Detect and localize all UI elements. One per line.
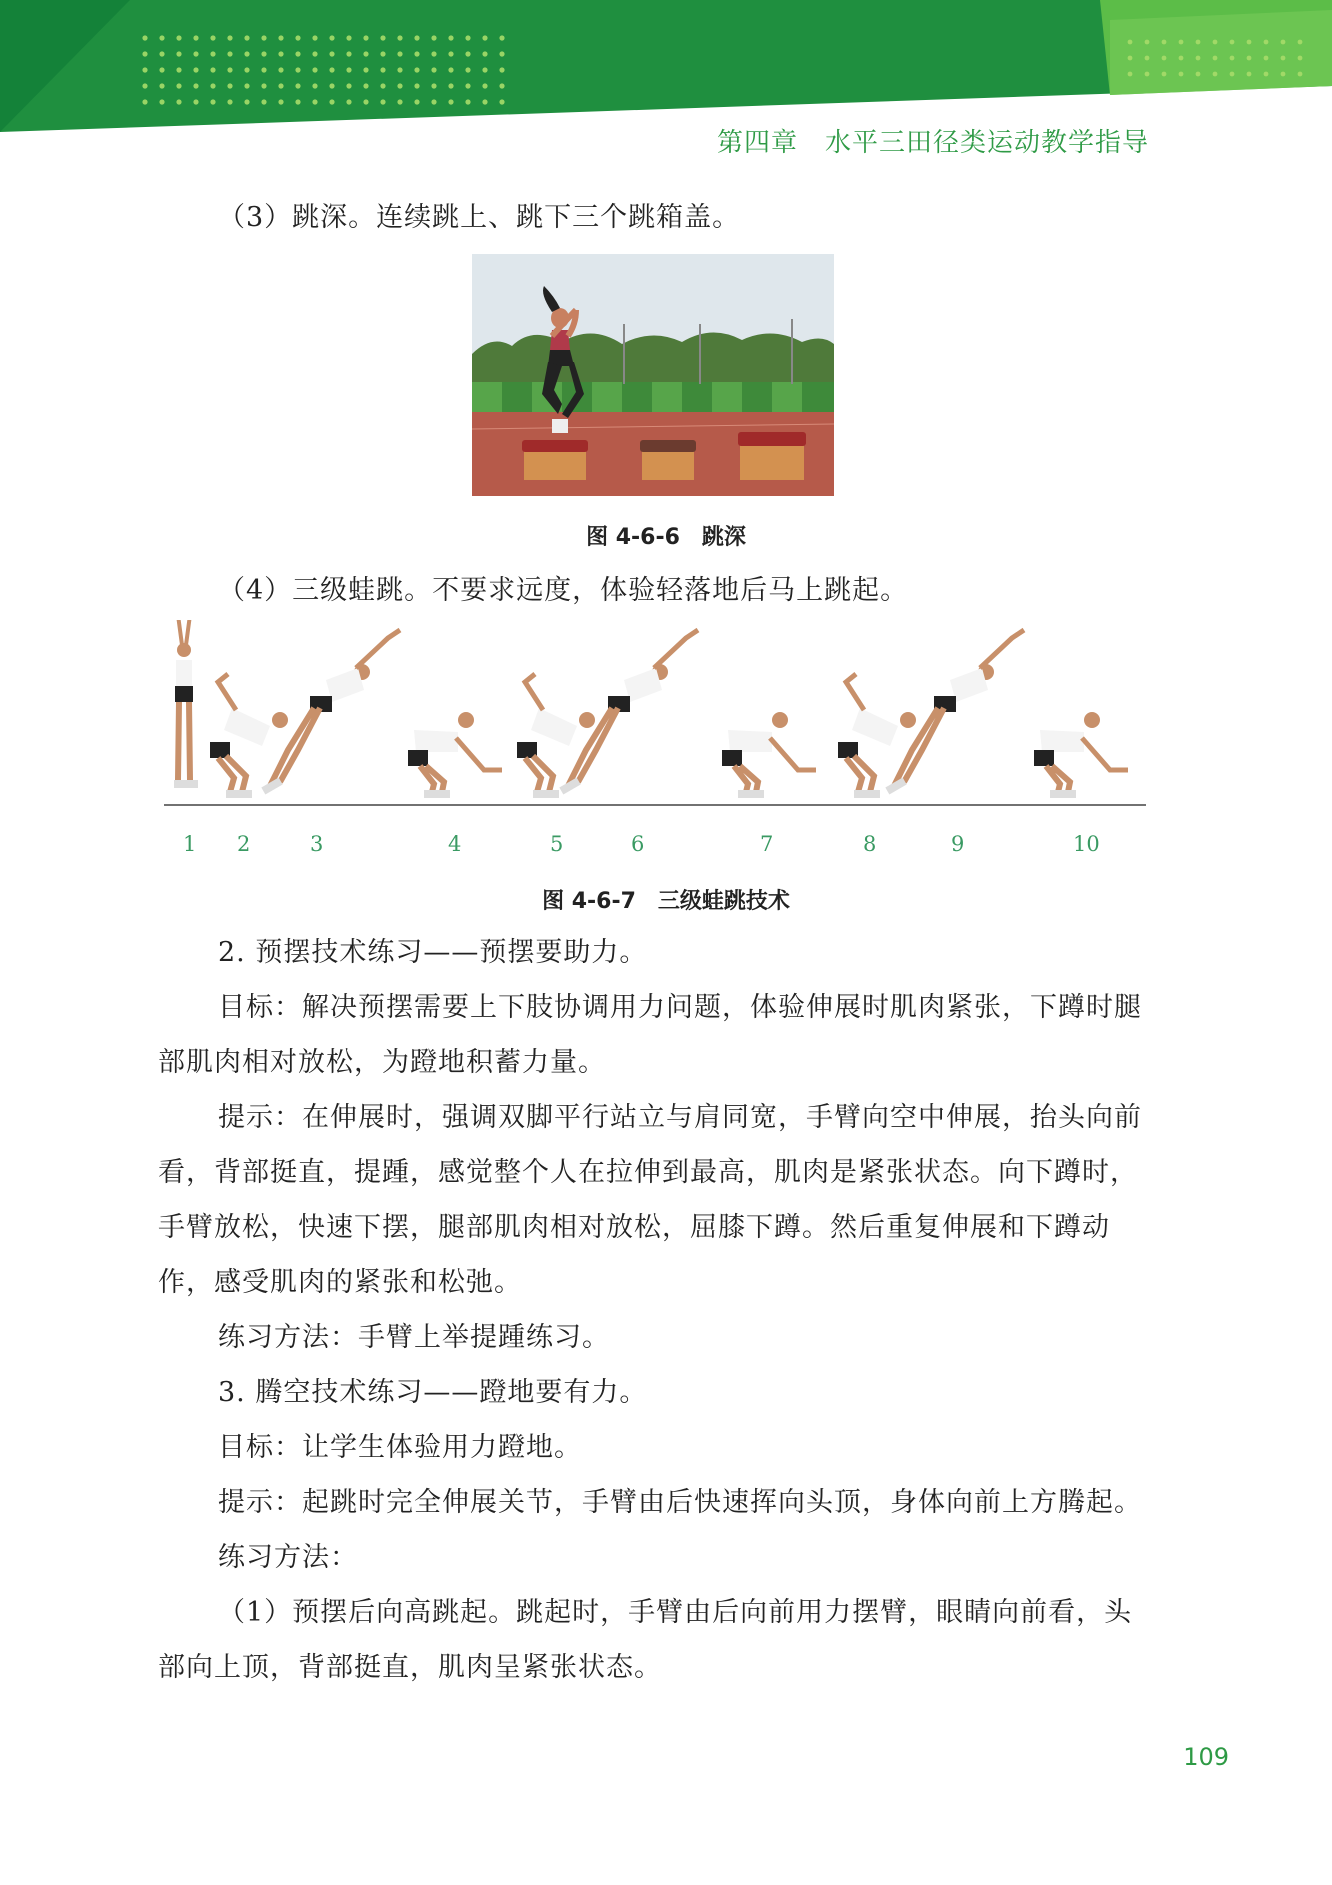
- section-2-tip: 提示：在伸展时，强调双脚平行站立与肩同宽，手臂向空中伸展，抬头向前看，背部挺直，提踵，感觉整个人在拉伸到最高，肌肉是紧张状态。向下蹲时，手臂放松，快速下摆，腿部肌肉相对放松，屈膝下蹲。然后重复伸展和下蹲动作，感受肌肉的紧张和松弛。: [158, 1102, 1142, 1298]
- section-3-goal: 目标：让学生体验用力蹬地。: [218, 1432, 582, 1463]
- item-3-text: （3）跳深。连续跳上、跳下三个跳箱盖。: [218, 202, 741, 233]
- section-3-method-label: 练习方法：: [218, 1542, 358, 1573]
- figure-467-caption: 图 4-6-7 三级蛙跳技术: [542, 889, 790, 914]
- frame-number: 10: [1073, 832, 1100, 856]
- frame-number: 8: [863, 832, 877, 856]
- section-3-method-1: （1）预摆后向高跳起。跳起时，手臂由后向前用力摆臂，眼睛向前看，头部向上顶，背部挺直，肌肉呈紧张状态。: [158, 1597, 1133, 1683]
- depth-jump-photo: [472, 254, 834, 496]
- frame-number: 4: [448, 832, 462, 856]
- frame-number: 9: [951, 832, 965, 856]
- section-2-method: 练习方法：手臂上举提踵练习。: [218, 1322, 610, 1353]
- chapter-title: 第四章 水平三田径类运动教学指导: [716, 128, 1149, 158]
- section-3-heading: 3. 腾空技术练习——蹬地要有力。: [218, 1377, 648, 1408]
- section-2-heading: 2. 预摆技术练习——预摆要助力。: [218, 937, 648, 968]
- frame-number: 3: [310, 832, 324, 856]
- frame-number: 5: [550, 832, 564, 856]
- frame-number: 6: [631, 832, 645, 856]
- item-4-text: （4）三级蛙跳。不要求远度，体验轻落地后马上跳起。: [218, 575, 909, 606]
- section-3-tip: 提示：起跳时完全伸展关节，手臂由后快速挥向头顶，身体向前上方腾起。: [218, 1487, 1142, 1518]
- frame-number: 2: [237, 832, 251, 856]
- figure-466-caption: 图 4-6-6 跳深: [586, 525, 746, 550]
- frame-number: 7: [760, 832, 774, 856]
- page-number: 109: [1183, 1743, 1229, 1771]
- frog-jump-sequence: [162, 620, 1148, 860]
- frame-number: 1: [183, 832, 197, 856]
- section-2-goal: 目标：解决预摆需要上下肢协调用力问题，体验伸展时肌肉紧张，下蹲时腿部肌肉相对放松，为蹬地积蓄力量。: [158, 992, 1142, 1078]
